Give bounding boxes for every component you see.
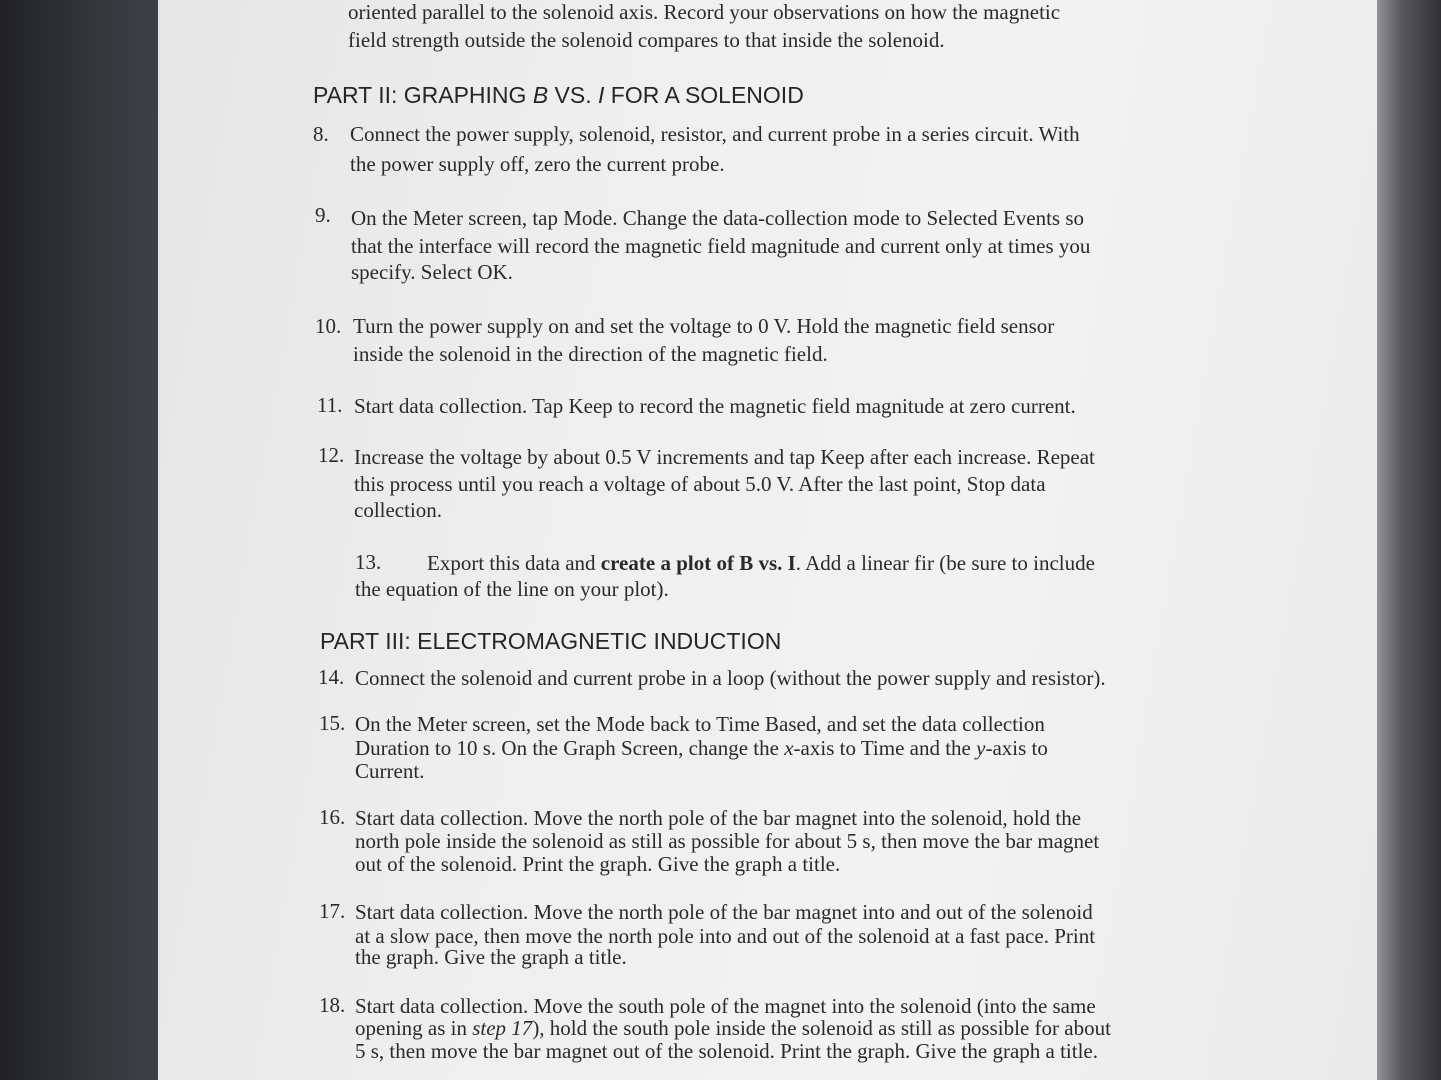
part-2-heading-prefix: PART II: GRAPHING <box>313 82 533 108</box>
step-17-line-1: Start data collection. Move the north pole of the bar magnet into and out of the solenoid <box>355 900 1093 924</box>
step-18-step-ref: step 17 <box>472 1016 533 1040</box>
step-8-line-2: the power supply off, zero the current probe. <box>350 152 725 176</box>
step-12-line-2: this process until you reach a voltage of about 5.0 V. After the last point, Stop data <box>354 472 1046 496</box>
step-17-line-2: at a slow pace, then move the north pole into and out of the solenoid at a fast pace. Print <box>355 924 1096 948</box>
step-17-line-3: the graph. Give the graph a title. <box>355 945 627 969</box>
step-15-text-b: -axis to Time and the <box>793 736 977 760</box>
document-page <box>158 0 1377 1080</box>
step-12-line-1: Increase the voltage by about 0.5 V increments and tap Keep after each increase. Repeat <box>354 445 1095 469</box>
step-17-number: 17. <box>319 899 346 923</box>
step-15-line-2 <box>355 736 1048 760</box>
step-18-line-3: 5 s, then move the bar magnet out of the solenoid. Print the graph. Give the graph a title. <box>355 1039 1098 1063</box>
step-16-number: 16. <box>319 805 346 829</box>
step-8-number: 8. <box>313 122 329 146</box>
part-2-heading-vs: VS. <box>548 82 599 108</box>
part-2-heading <box>313 82 804 108</box>
step-15-line-1: On the Meter screen, set the Mode back to Time Based, and set the data collection <box>355 712 1045 736</box>
step-9-line-1: On the Meter screen, tap Mode. Change the data-collection mode to Selected Events so <box>351 206 1085 230</box>
step-8-line-1: Connect the power supply, solenoid, resistor, and current probe in a series circuit. With <box>350 122 1080 146</box>
step-15-text-a: Duration to 10 s. On the Graph Screen, change the <box>355 736 785 760</box>
step-10-number: 10. <box>315 314 342 338</box>
step-12-line-3: collection. <box>354 498 443 522</box>
step-18-number: 18. <box>319 993 346 1017</box>
step-18-text-a: opening as in <box>355 1016 473 1040</box>
intro-line-1: oriented parallel to the solenoid axis. Record your observations on how the magnetic <box>348 0 1061 24</box>
step-15-line-3: Current. <box>355 759 425 783</box>
step-9-line-2: that the interface will record the magnetic field magnitude and current only at times you <box>351 234 1091 258</box>
step-10-line-1: Turn the power supply on and set the voltage to 0 V. Hold the magnetic field sensor <box>353 314 1055 338</box>
step-16-line-3: out of the solenoid. Print the graph. Give the graph a title. <box>355 852 841 876</box>
part-2-heading-i: I <box>598 82 605 108</box>
step-18-text-b: ), hold the south pole inside the solenoid as still as possible for about <box>532 1016 1111 1040</box>
step-15-number: 15. <box>319 711 346 735</box>
step-9-number: 9. <box>315 203 331 227</box>
step-13-text-a: Export this data and <box>427 551 601 575</box>
step-13-line-1 <box>427 551 1095 575</box>
step-9-line-3: specify. Select OK. <box>351 260 513 284</box>
step-14-number: 14. <box>318 665 345 689</box>
step-18-line-1: Start data collection. Move the south pole of the magnet into the solenoid (into the same <box>355 994 1096 1018</box>
step-12-number: 12. <box>318 443 345 467</box>
part-2-heading-b: B <box>532 82 549 108</box>
monitor-bezel-left <box>0 0 158 1080</box>
step-11-line-1: Start data collection. Tap Keep to record the magnetic field magnitude at zero current. <box>354 394 1076 418</box>
step-15-text-c: -axis to <box>985 736 1048 760</box>
step-13-number: 13. <box>355 550 382 574</box>
step-15-x-var: x <box>784 736 794 760</box>
step-10-line-2: inside the solenoid in the direction of the magnetic field. <box>353 342 828 366</box>
step-13-bold-text: create a plot of B vs. I <box>600 551 796 575</box>
step-13-text-c: . Add a linear fir (be sure to include <box>795 551 1095 575</box>
step-14-line-1: Connect the solenoid and current probe in a loop (without the power supply and resistor). <box>355 666 1106 690</box>
monitor-bezel-right <box>1377 0 1441 1080</box>
step-15-y-var: y <box>976 736 986 760</box>
part-2-heading-suffix: FOR A SOLENOID <box>604 82 804 108</box>
step-13-line-2: the equation of the line on your plot). <box>355 577 669 601</box>
intro-line-2: field strength outside the solenoid compares to that inside the solenoid. <box>348 28 945 52</box>
step-16-line-2: north pole inside the solenoid as still as possible for about 5 s, then move the bar magnet <box>355 829 1100 853</box>
part-3-heading: PART III: ELECTROMAGNETIC INDUCTION <box>320 628 782 654</box>
step-11-number: 11. <box>317 393 343 417</box>
step-16-line-1: Start data collection. Move the north pole of the bar magnet into the solenoid, hold the <box>355 806 1082 830</box>
step-18-line-2 <box>355 1016 1111 1040</box>
